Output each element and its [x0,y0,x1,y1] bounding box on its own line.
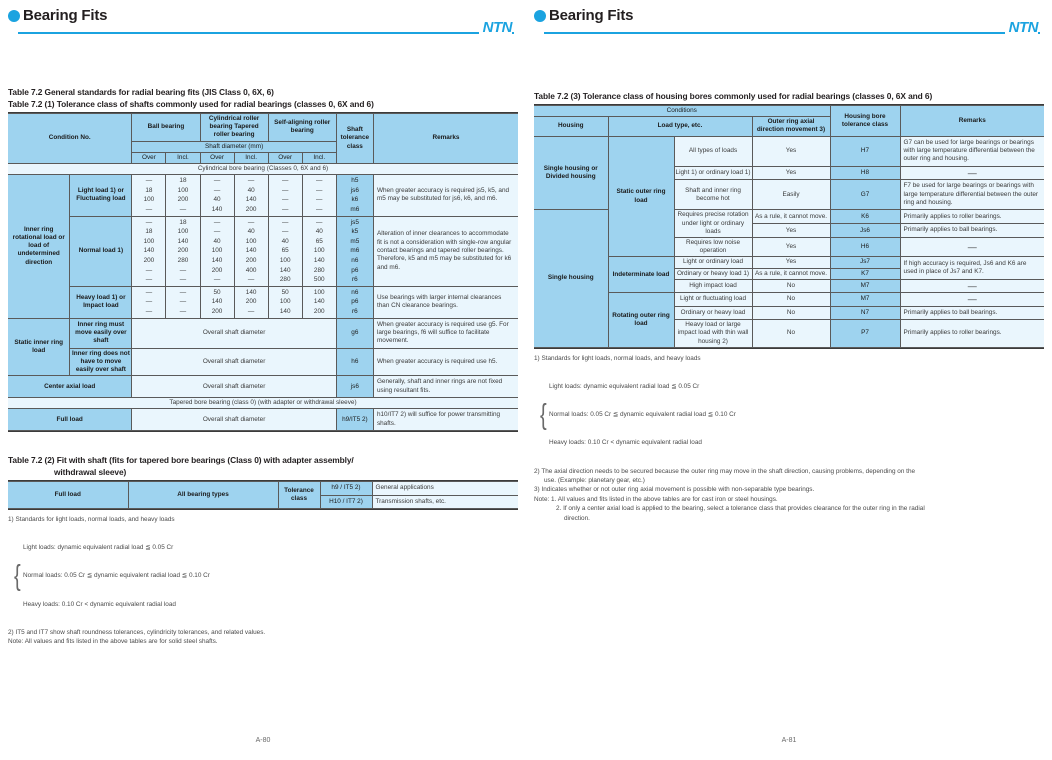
th-shaft-diameter: Shaft diameter (mm) [132,141,336,152]
band-cylindrical-bore: Cylindrical bore bearing (Classes 0, 6X and 6) [8,164,518,175]
th-conditions: Conditions [534,106,830,117]
ntn-logo: NTN [1005,19,1038,36]
th-self-aligning: Self-aligning roller bearing [268,114,336,142]
cell-t2-tol-1: h9 / IT5 2) [320,482,372,495]
cell-move-r9: No [752,279,830,292]
cell-remark-r6: — [900,238,1044,257]
table-row [534,136,1044,166]
cell-load-r11: Ordinary or heavy load [674,306,752,319]
table2-caption [8,454,518,478]
band-row-tapered-bore [8,398,518,409]
cell-remark-3: Use bearings with larger internal clearances than CN clearance bearings. [373,286,518,318]
cell-cond-heavy-load: Heavy load 1) or Impact load [70,286,132,318]
right-page [526,0,1052,760]
footnote-r1b: Normal loads: 0.05 Cr ≦ dynamic equivalent radial load ≦ 0.10 Cr [549,411,736,419]
footnote-brace-group [8,524,518,627]
table-7-2-3 [534,105,1044,348]
cell-cyl-incl-2: — 40 100 140 200 400 — [234,216,268,286]
cell-span-overall-3: Overall shaft diameter [132,376,336,398]
cell-tol-1: h5 js6 k6 m6 [336,175,373,216]
cell-load-static-outer: Static outer ring load [608,136,674,257]
cell-move-r4: As a rule, it cannot move. [752,210,830,224]
cell-remark-h9it5: h10/IT7 2) will suffice for power transmitting shafts. [373,409,518,431]
cell-t2-app-2: Transmission shafts, etc. [372,495,518,508]
cell-t2-full-load: Full load [8,482,128,509]
th-ball-bearing: Ball bearing [132,114,200,142]
cell-tol-r7: Js7 [830,257,900,268]
table-row [534,293,1044,306]
table-row [8,175,518,216]
table-row [8,376,518,398]
cell-tol-r8: K7 [830,268,900,279]
cell-tol-r5: Js6 [830,224,900,238]
footnote-rnote1: Note: 1. All values and fits listed in the above tables are for cast iron or steel housings. [534,495,778,503]
cell-remark-r4: Primarily applies to roller bearings. [900,210,1044,224]
brace-icon: { [540,398,547,431]
cell-load-rotating-outer: Rotating outer ring load [608,293,674,347]
cell-t2-tolerance-class: Tolerance class [278,482,320,509]
cell-remark-r12: Primarily applies to roller bearings. [900,320,1044,348]
table3-caption [534,90,1044,102]
cell-tol-g6: g6 [336,318,373,348]
cell-move-r10: No [752,293,830,306]
cell-remark-2: Alteration of inner clearances to accommodate fit is not a consideration with single-row angular contact bearings and tapered roller bearings. Therefore, k5 and m5 may be substituted for k6 and m6. [373,216,518,286]
cell-cyl-over-1: — — 40 140 [200,175,234,216]
cell-tol-h9it5: h9/IT5 2) [336,409,373,431]
cell-ball-over-3: — — — [132,286,166,318]
cell-cyl-incl-1: — 40 140 200 [234,175,268,216]
cell-move-r5: Yes [752,224,830,238]
cell-tol-3: n6 p6 r6 [336,286,373,318]
footnote-1c: Heavy loads: 0.10 Cr < dynamic equivalent radial load [23,600,176,608]
cell-cyl-over-2: — — 40 100 140 200 — [200,216,234,286]
cell-housing-single: Single housing [534,210,608,347]
th-incl-sa: Incl. [302,152,336,163]
table722-caption-line1: Table 7.2 (2) Fit with shaft (fits for tapered bore bearings (Class 0) with adapter assembly/ [8,455,354,466]
cell-ball-incl-3: — — — [166,286,200,318]
cell-tol-2: js5 k5 m5 m6 n6 p6 r6 [336,216,373,286]
left-page-header [8,0,518,44]
table-row [8,216,518,286]
footnote-1b: Normal loads: 0.05 Cr ≦ dynamic equivalent radial load ≦ 0.10 Cr [23,572,210,580]
cell-load-r7: Light or ordinary load [674,257,752,268]
table-row [8,348,518,376]
cell-load-r3: Shaft and inner ring become hot [674,180,752,210]
table-row [8,286,518,318]
th-housing: Housing [534,117,608,136]
cell-span-overall-1: Overall shaft diameter [132,318,336,348]
table-header-row-1 [8,114,518,142]
page-number-right: A-81 [781,737,797,744]
cell-tol-r1: H7 [830,136,900,166]
cell-ball-incl-2: 18 100 140 200 280 — — [166,216,200,286]
cell-remark-js6: Generally, shaft and inner rings are not fixed using resultant fits. [373,376,518,398]
cell-sa-over-3: 50 100 140 [268,286,302,318]
cell-t2-all-bearing-types: All bearing types [128,482,278,509]
footnote-brace-group-right [534,363,1044,466]
cell-tol-r2: H8 [830,166,900,179]
th-over-sa: Over [268,152,302,163]
table-row [8,409,518,431]
left-footnotes [8,515,518,647]
cell-remark-r11: Primarily applies to ball bearings. [900,306,1044,319]
cell-cond-light-load: Light load 1) or Fluctuating load [70,175,132,216]
cell-tol-r11: N7 [830,306,900,319]
cell-load-r6: Requires low noise operation [674,238,752,257]
th-shaft-tolerance-class: Shaft tolerance class [336,114,373,164]
footnote-r1: 1) Standards for light loads, normal loads, and heavy loads [534,354,701,362]
th-cylindrical-roller: Cylindrical roller bearing Tapered roller bearing [200,114,268,142]
cell-sa-incl-1: — — — — [302,175,336,216]
footnote-rnote2b: direction. [564,514,590,522]
footnote-rnote2: 2. If only a center axial load is applied to the bearing, select a tolerance class that provides clearance for the outer ring in the radial [556,505,925,513]
th-condition-no: Condition No. [8,114,132,164]
table72-caption-line1: Table 7.2 General standards for radial bearing fits (JIS Class 0, 6X, 6) [8,87,274,97]
cell-t2-tol-2: H10 / IT7 2) [320,495,372,508]
cell-move-r3: Easily [752,180,830,210]
cell-load-r2: Light 1) or ordinary load 1) [674,166,752,179]
th-housing-bore-tolerance: Housing bore tolerance class [830,106,900,137]
cell-load-r12: Heavy load or large impact load with thin wall housing 2) [674,320,752,348]
cell-tol-r4: K6 [830,210,900,224]
cell-sa-incl-2: — 40 65 100 140 280 500 [302,216,336,286]
cell-remark-1: When greater accuracy is required js5, k5, and m5 may be substituted for js6, k6, and m6. [373,175,518,216]
cell-remark-r7: If high accuracy is required, Js6 and K6 are used in place of Js7 and K7. [900,257,1044,279]
cell-cond-center-axial: Center axial load [8,376,132,398]
cell-load-r8: Ordinary or heavy load 1) [674,268,752,279]
cell-remark-r5: Primarily applies to ball bearings. [900,224,1044,238]
table-row [8,482,518,495]
bullet-icon [8,10,20,22]
footnote-r1a: Light loads: dynamic equivalent radial load ≦ 0.05 Cr [549,382,700,390]
table-row [8,318,518,348]
table723-caption: Table 7.2 (3) Tolerance class of housing bores commonly used for radial bearings (classes 0, 6X and 6) [534,91,933,101]
cell-cond-not-move: Inner ring does not have to move easily over shaft [70,348,132,376]
cell-move-r8: As a rule, it cannot move. [752,268,830,279]
cell-tol-r3: G7 [830,180,900,210]
cell-tol-r6: H6 [830,238,900,257]
cell-cyl-incl-3: 140 200 — [234,286,268,318]
table-7-2-1-wrapper [8,112,518,432]
cell-move-r1: Yes [752,136,830,166]
cell-remark-h6: When greater accuracy is required use h5. [373,348,518,376]
cell-remark-r3: F7 be used for large bearings or bearings with large temperature differential between the outer ring and housing. [900,180,1044,210]
cell-ball-incl-1: 18 100 200 — [166,175,200,216]
table-7-2-3-wrapper [534,104,1044,349]
footnote-r1c: Heavy loads: 0.10 Cr < dynamic equivalent radial load [549,439,702,447]
cell-sa-over-2: — — 40 65 100 140 280 [268,216,302,286]
cell-load-r10: Light or fluctuating load [674,293,752,306]
cell-move-r7: Yes [752,257,830,268]
cell-cond-normal-load: Normal load 1) [70,216,132,286]
cell-group-static-inner-ring: Static inner ring load [8,318,70,376]
table-7-2-1 [8,113,518,431]
cell-sa-incl-3: 100 140 200 [302,286,336,318]
cell-move-r11: No [752,306,830,319]
footnote-r2: 2) The axial direction needs to be secured because the outer ring may move in the shaft direction, causing problems, depending on the [534,467,916,475]
page-title-left [8,0,518,24]
cell-tol-r10: M7 [830,293,900,306]
brace-icon: { [14,560,21,593]
th-remarks-right: Remarks [900,106,1044,137]
th-incl-ball: Incl. [166,152,200,163]
band-tapered-bore: Tapered bore bearing (class 0) (with adapter or withdrawal sleeve) [8,398,518,409]
cell-cond-full-load: Full load [8,409,132,431]
table722-caption-line2: withdrawal sleeve) [54,467,127,478]
cell-move-r2: Yes [752,166,830,179]
cell-ball-over-2: — 18 100 140 200 — — [132,216,166,286]
th-load-type: Load type, etc. [608,117,752,136]
cell-tol-r9: M7 [830,279,900,292]
th-over-cyl: Over [200,152,234,163]
page-number-left: A-80 [255,737,271,744]
bullet-icon [534,10,546,22]
page-title-right [534,0,1044,24]
cell-load-indeterminate: Indeterminate load [608,257,674,293]
footnote-2: 2) IT5 and IT7 show shaft roundness tolerances, cylindricity tolerances, and related values. [8,628,266,636]
cell-remark-g6: When greater accuracy is required use g5. For large bearings, f6 will suffice to facilitate movement. [373,318,518,348]
page-title-label: Bearing Fits [549,7,634,24]
cell-tol-js6: js6 [336,376,373,398]
cell-tol-r12: P7 [830,320,900,348]
page-title-label: Bearing Fits [23,7,108,24]
th-remarks: Remarks [373,114,518,164]
table1-caption [8,86,518,110]
table-7-2-2 [8,481,518,509]
band-row-cylindrical-bore [8,164,518,175]
right-page-header [534,0,1044,44]
cell-tol-h6: h6 [336,348,373,376]
cell-move-r12: No [752,320,830,348]
header-rule [18,32,514,34]
cell-sa-over-1: — — — — [268,175,302,216]
footnote-1: 1) Standards for light loads, normal loads, and heavy loads [8,516,175,523]
table721-caption-line2: Table 7.2 (1) Tolerance class of shafts commonly used for radial bearings (classes 0, 6X and 6) [8,99,374,109]
cell-span-overall-4: Overall shaft diameter [132,409,336,431]
table-7-2-2-wrapper [8,480,518,510]
cell-remark-r1: G7 can be used for large bearings or bearings with large temperature differential between the outer ring and housing. [900,136,1044,166]
cell-load-r4: Requires precise rotation under light or ordinary loads [674,210,752,238]
right-footnotes [534,354,1044,523]
cell-remark-r9: — [900,279,1044,292]
footnote-note: Note: All values and fits listed in the above tables are for solid steel shafts. [8,638,218,646]
footnote-r3: 3) Indicates whether or not outer ring axial movement is possible with non-separable type bearings. [534,486,815,494]
table-header-row-1 [534,106,1044,117]
cell-span-overall-2: Overall shaft diameter [132,348,336,376]
ntn-logo: NTN [479,19,512,36]
cell-move-r6: Yes [752,238,830,257]
cell-group-inner-ring-rotational: Inner ring rotational load or load of undetermined direction [8,175,70,318]
cell-cyl-over-3: 50 140 200 [200,286,234,318]
footnote-1a: Light loads: dynamic equivalent radial load ≦ 0.05 Cr [23,544,174,552]
table-row [534,257,1044,268]
cell-load-r9: High impact load [674,279,752,292]
th-over-ball: Over [132,152,166,163]
cell-housing-single-divided: Single housing or Divided housing [534,136,608,210]
footnote-r2b: use. (Example: planetary gear, etc.) [544,476,645,484]
cell-cond-must-move: Inner ring must move easily over shaft [70,318,132,348]
th-incl-cyl: Incl. [234,152,268,163]
cell-load-r1: All types of loads [674,136,752,166]
th-outer-ring-axial: Outer ring axial direction movement 3) [752,117,830,136]
cell-t2-app-1: General applications [372,482,518,495]
cell-remark-r10: — [900,293,1044,306]
cell-ball-over-1: — 18 100 — [132,175,166,216]
header-rule [544,32,1040,34]
cell-remark-r2: — [900,166,1044,179]
